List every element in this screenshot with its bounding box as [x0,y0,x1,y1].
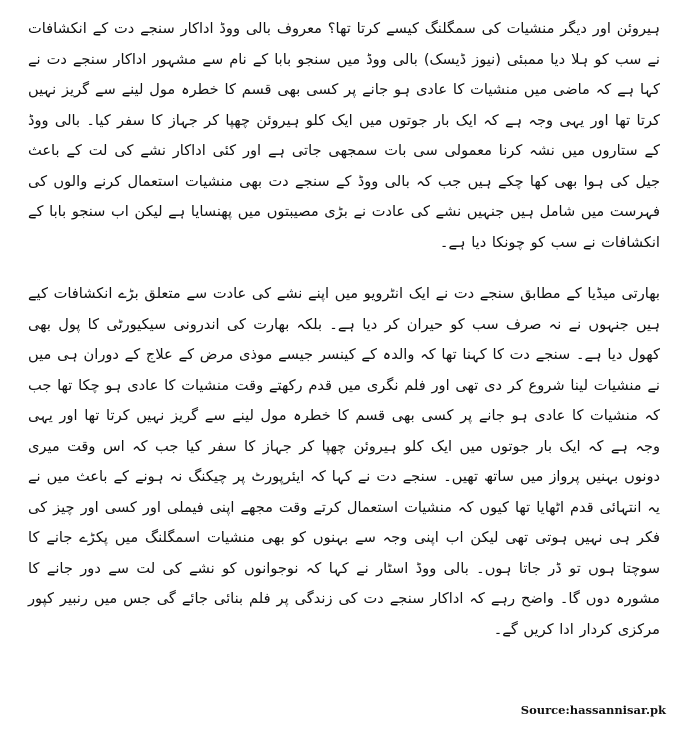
article-body [28,14,660,645]
source-credit: Source:hassannisar.pk [520,703,666,717]
article-paragraph-2: بھارتی میڈیا کے مطابق سنجے دت نے ایک انٹرویو میں اپنے نشے کی عادت سے متعلق بڑے انکشافات کیے ہیں جنہوں نے نہ صرف سب کو حیران کر دیا ہے۔ بلکہ بھارت کی اندرونی سیکیورٹی کا پول بھی کھول دیا ہے۔ سنجے دت کا کہنا تھا کہ والدہ کے کینسر جیسے موذی مرض کے علاج کے دوران ہی میں نے منشیات لینا شروع کر دی تھی اور فلم نگری میں قدم رکھتے وقت منشیات کا عادی ہو چکا تھا جب کہ منشیات کا عادی ہو جانے پر کسی بھی قسم کا خطرہ مول لینے سے گریز نہیں کرتا تھا اور یہی وجہ ہے کہ ایک بار جوتوں میں ایک کلو ہیروئن چھپا کر جہاز کا سفر کیا جب کہ اس وقت میری دونوں بہنیں پرواز میں ساتھ تھیں۔ سنجے دت نے کہا کہ ایئرپورٹ پر چیکنگ نہ ہونے کے باعث میں نے یہ انتہائی قدم اٹھایا تھا کیوں کہ منشیات استعمال کرتے وقت مجھے اپنی فیملی اور کسی اور چیز کی فکر ہی نہیں ہوتی تھی لیکن اب اپنی وجہ سے بہنوں کو بھی منشیات اسمگلنگ میں پکڑے جانے کا سوچتا ہوں تو ڈر جاتا ہوں۔ بالی ووڈ اسٹار نے کہا کہ نوجوانوں کو نشے کی لت سے دور جانے کا مشورہ دوں گا۔ واضح رہے کہ اداکار سنجے دت کی زندگی پر فلم بنائی جائے گی جس میں رنبیر کپور مرکزی کردار ادا کریں گے۔ [28,285,660,638]
article-paragraph-1: ہیروئن اور دیگر منشیات کی سمگلنگ کیسے کرتا تھا؟ معروف بالی ووڈ اداکار سنجے دت کے انکشافات نے سب کو ہلا دیا ممبئی (نیوز ڈیسک) بالی ووڈ میں سنجو بابا کے نام سے مشہور اداکار سنجے دت نے کہا ہے کہ ماضی میں منشیات کا عادی ہو جانے پر کسی بھی قسم کا خطرہ مول لینے سے گریز نہیں کرتا تھا اور یہی وجہ ہے کہ ایک بار جوتوں میں ایک کلو ہیروئن چھپا کر جہاز کا سفر کیا۔ بالی ووڈ کے ستاروں میں نشہ کرنا معمولی سی بات سمجھی جاتی ہے اور کئی اداکار نشے کی لت کے باعث جیل کی ہوا بھی کھا چکے ہیں جب کہ بالی ووڈ کے سنجے دت بھی منشیات استعمال کرنے والوں کی فہرست میں شامل ہیں جنہیں نشے کی عادت نے بڑی مصیبتوں میں پھنسایا ہے لیکن اب سنجو بابا کے انکشافات نے سب کو چونکا دیا ہے۔ [28,20,660,251]
